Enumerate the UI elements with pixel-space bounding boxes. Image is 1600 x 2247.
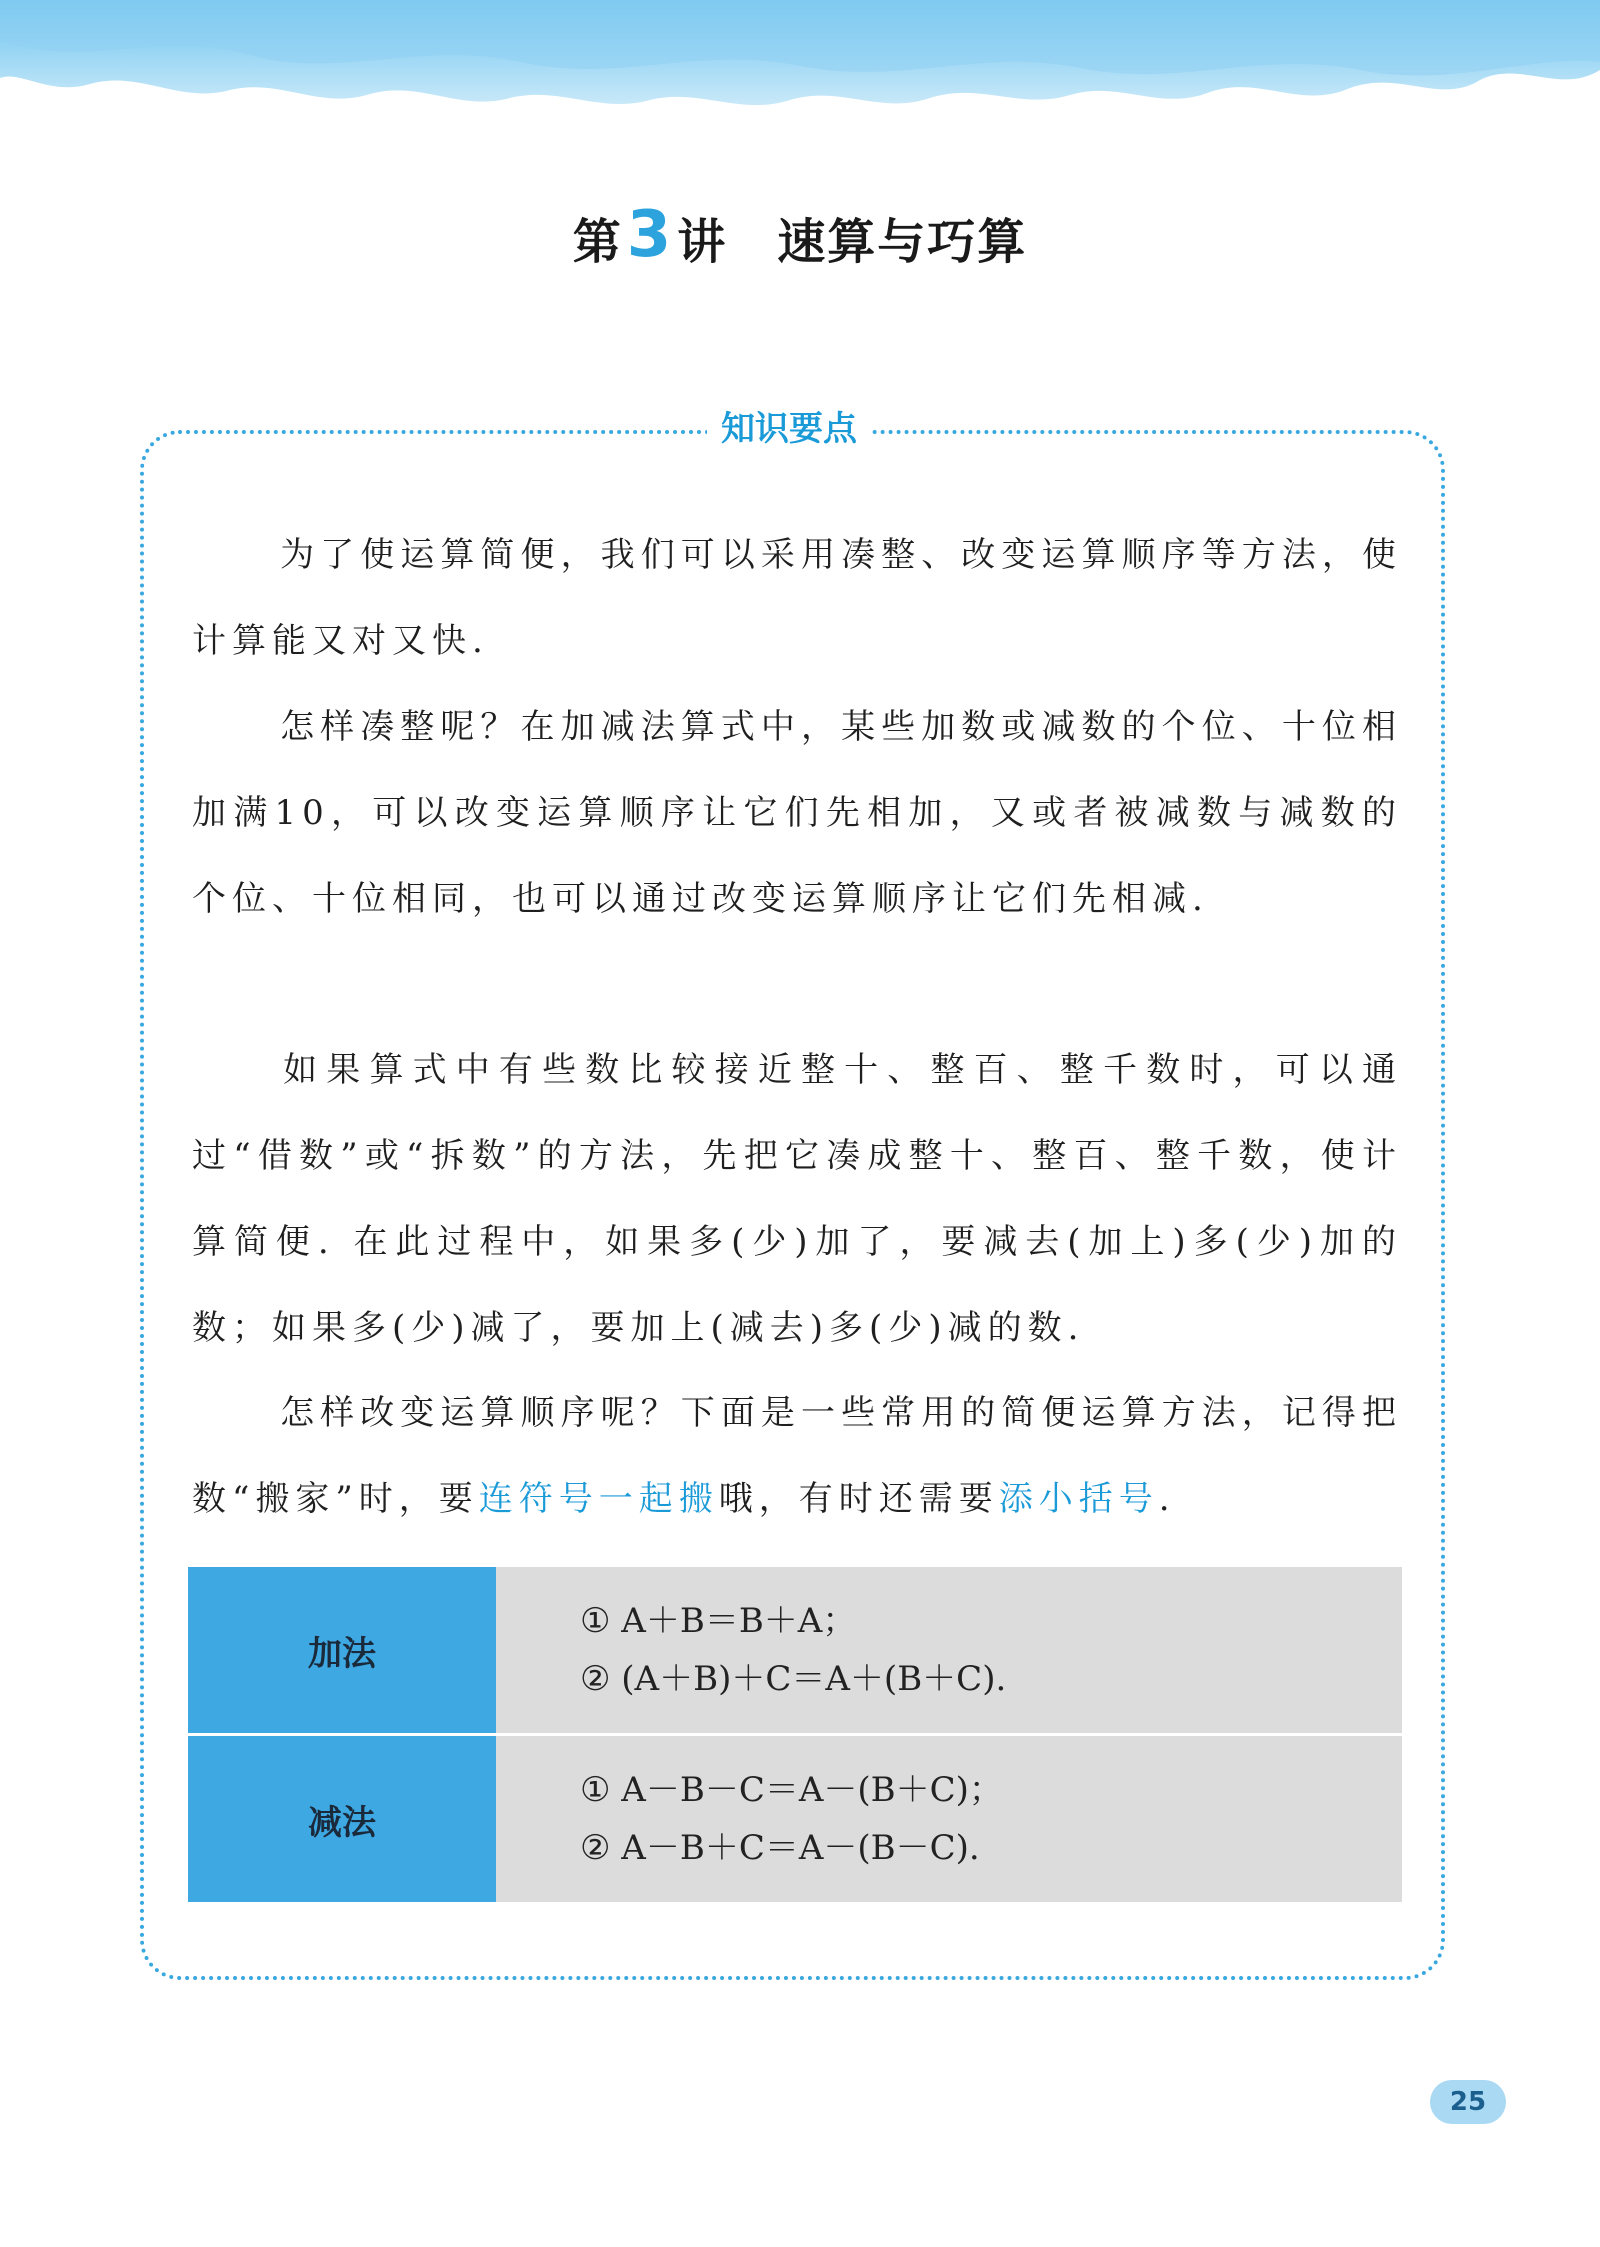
paragraph-4 bbox=[192, 1370, 1402, 1542]
title-prefix: 第 bbox=[572, 214, 623, 270]
lesson-number: 3 bbox=[626, 198, 674, 272]
paragraph-4-text-b: 哦，有时还需要 bbox=[718, 1479, 999, 1519]
rule-line: ① A＋B＝B＋A； bbox=[580, 1601, 857, 1641]
rule-content-subtraction bbox=[496, 1735, 1402, 1903]
paragraph-4-text-c: . bbox=[1158, 1479, 1176, 1519]
rules-row-addition bbox=[188, 1567, 1402, 1735]
sky-cloud-banner bbox=[0, 0, 1600, 140]
rules-row-subtraction bbox=[188, 1735, 1402, 1903]
lesson-title bbox=[0, 200, 1600, 274]
highlight-move-with-sign: 连符号一起搬 bbox=[478, 1479, 719, 1519]
paragraph-2 bbox=[192, 684, 1402, 942]
rule-label-addition: 加法 bbox=[188, 1567, 496, 1735]
rule-line: ② A－B＋C＝A－(B－C). bbox=[580, 1828, 980, 1868]
lesson-name: 速算与巧算 bbox=[777, 214, 1028, 270]
rule-line: ② (A＋B)＋C＝A＋(B＋C). bbox=[580, 1659, 1007, 1699]
knowledge-points-tag: 知识要点 bbox=[707, 405, 871, 453]
paragraph-1-text: 为了使运算简便，我们可以采用凑整、改变运算顺序等方法，使计算能又对又快. bbox=[192, 535, 1402, 661]
highlight-add-parentheses: 添小括号 bbox=[998, 1479, 1159, 1519]
paragraph-2-text: 怎样凑整呢？在加减法算式中，某些加数或减数的个位、十位相加满10，可以改变运算顺序让它们先相加，又或者被减数与减数的个位、十位相同，也可以通过改变运算顺序让它们先相减. bbox=[192, 707, 1402, 919]
page-number: 25 bbox=[1430, 2080, 1506, 2124]
paragraph-3 bbox=[192, 1027, 1402, 1371]
paragraph-3-text: 如果算式中有些数比较接近整十、整百、整千数时，可以通过“借数”或“拆数”的方法，先把它凑成整十、整百、整千数，使计算简便. 在此过程中，如果多(少)加了，要减去(加上)多(少)加的数；如果多(少)减了，要加上(减去)多(少)减的数. bbox=[192, 1050, 1402, 1348]
rule-line: ① A－B－C＝A－(B＋C)； bbox=[580, 1770, 1003, 1810]
rules-table bbox=[188, 1567, 1402, 1902]
rule-label-subtraction: 减法 bbox=[188, 1735, 496, 1903]
rule-content-addition bbox=[496, 1567, 1402, 1735]
title-suffix: 讲 bbox=[677, 214, 728, 270]
paragraph-4-text-a: 怎样改变运算顺序呢？下面是一些常用的简便运算方法，记得把数“搬家”时，要 bbox=[192, 1393, 1402, 1519]
paragraph-1 bbox=[192, 512, 1402, 684]
